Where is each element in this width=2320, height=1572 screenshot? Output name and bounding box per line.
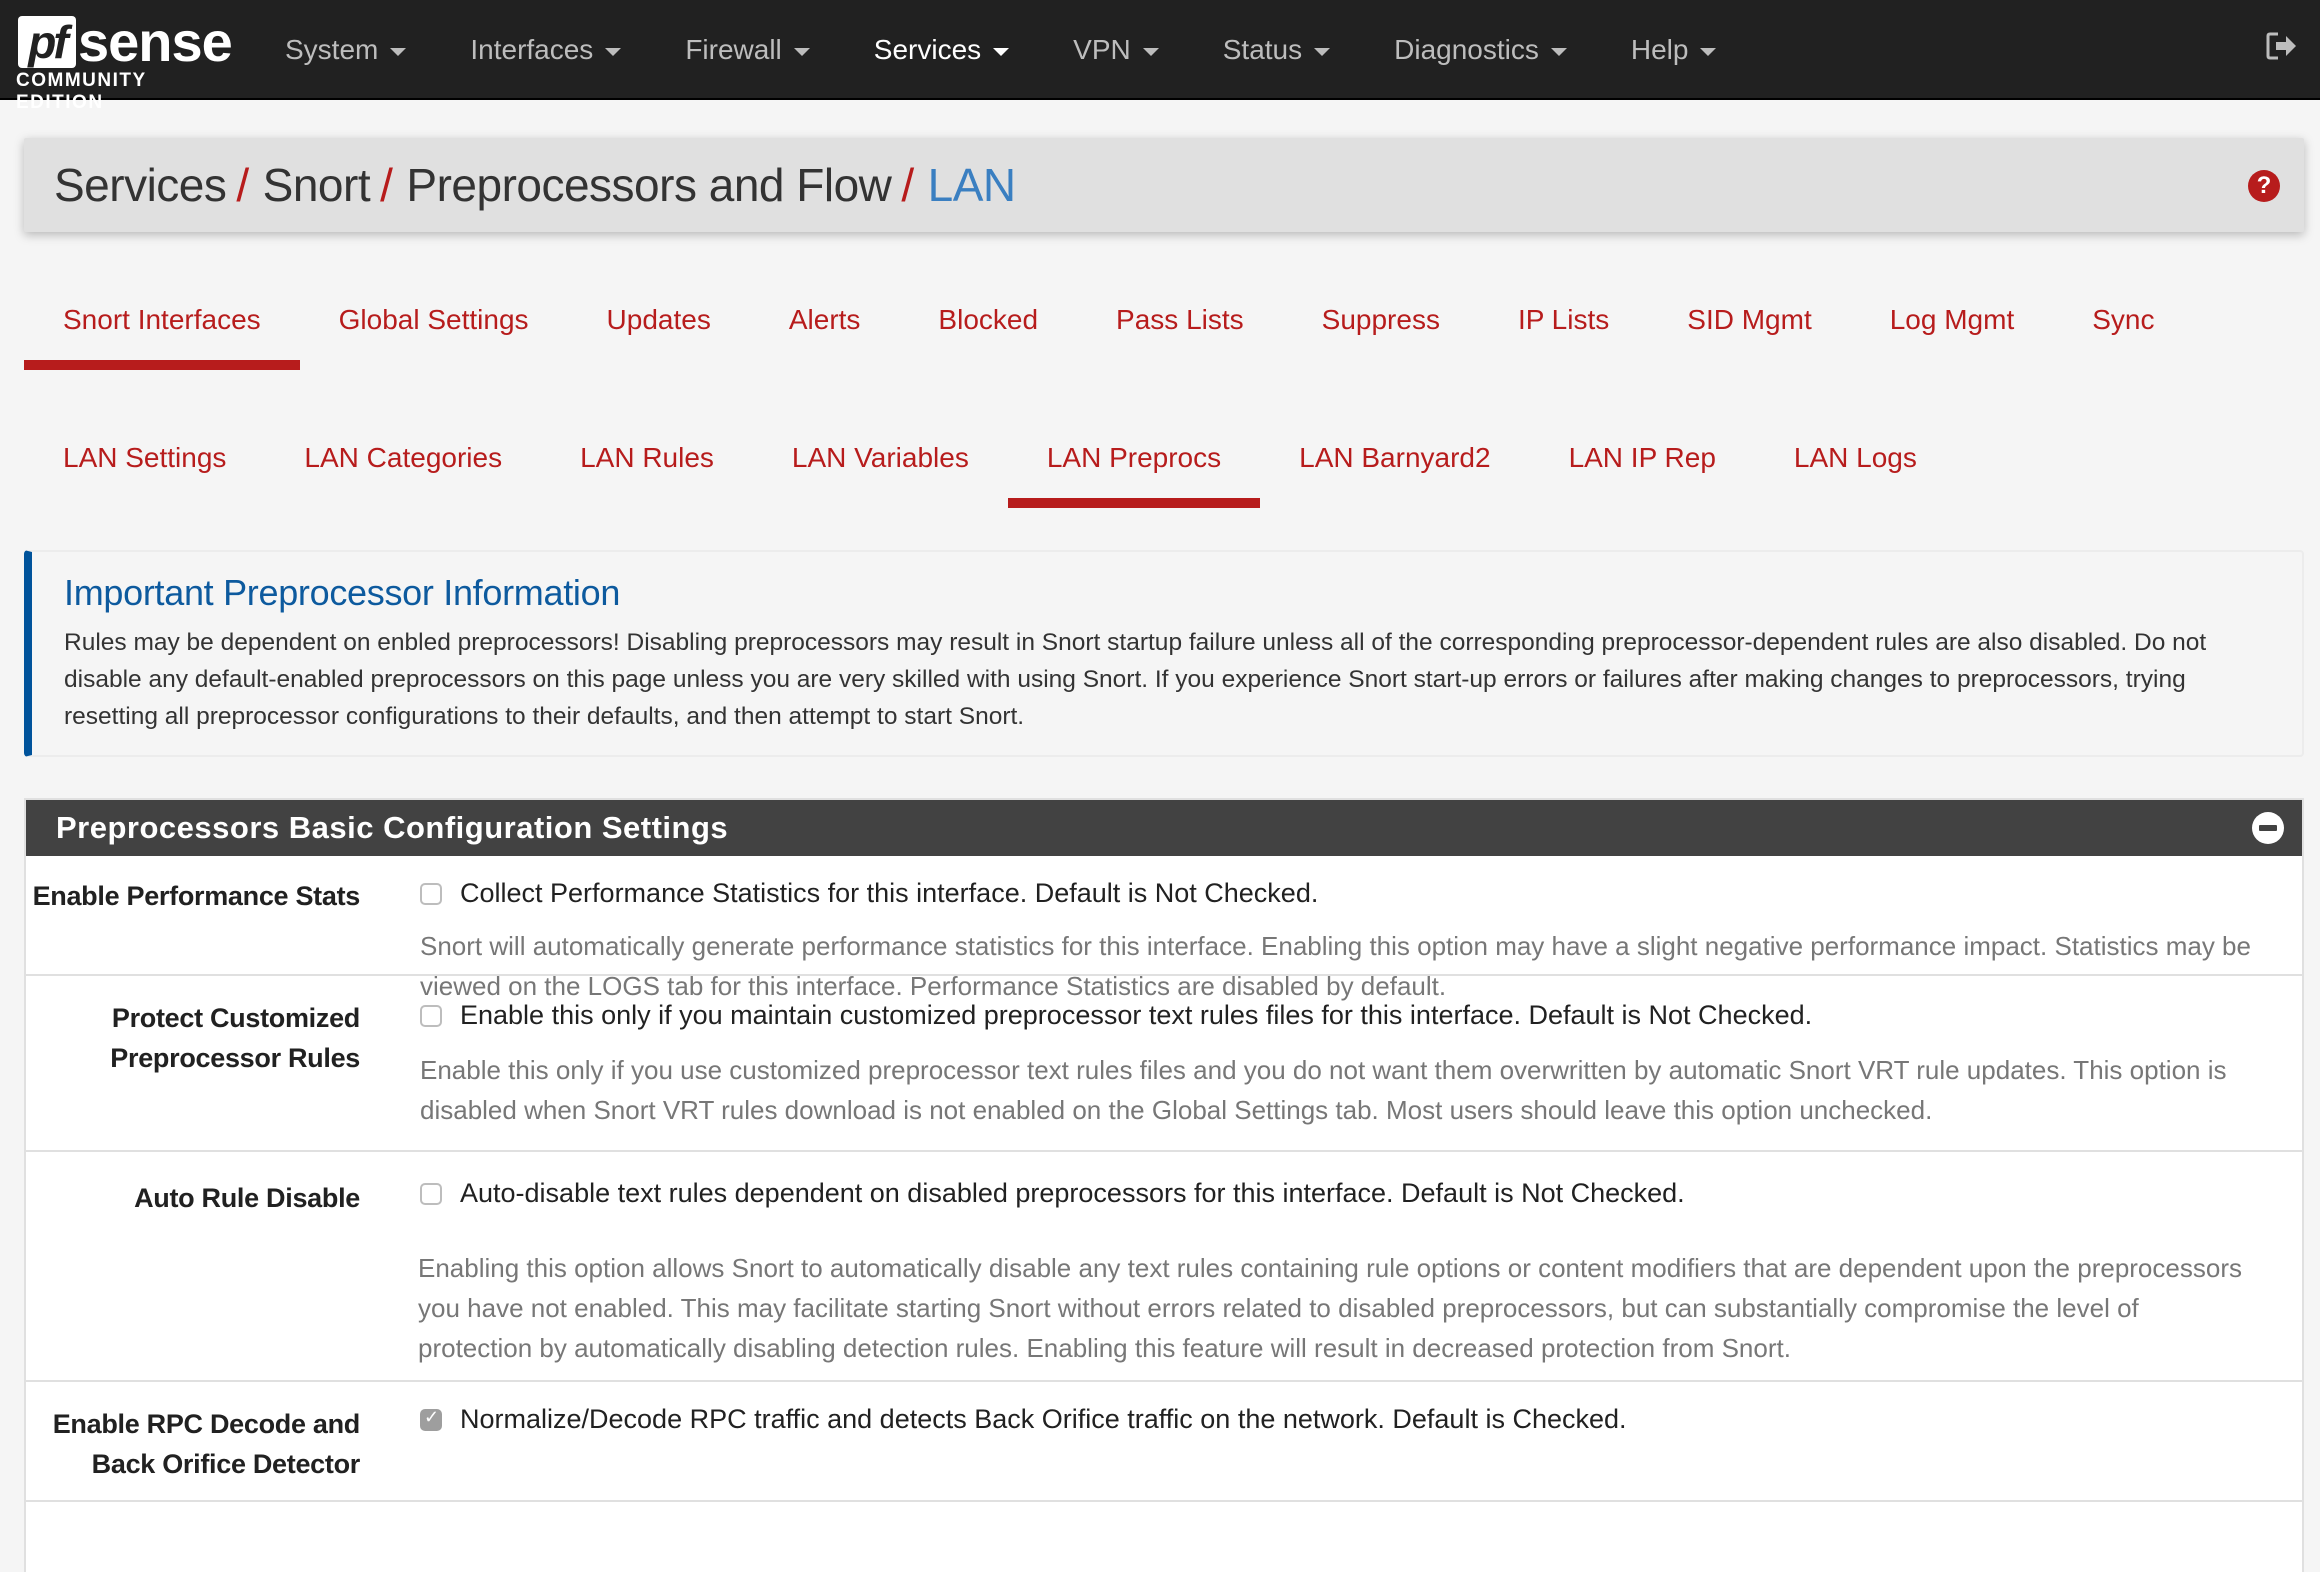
panel-header bbox=[26, 800, 2302, 856]
logo-word: sense bbox=[78, 10, 232, 73]
nav-interfaces-menu[interactable] bbox=[470, 34, 621, 66]
tab-sync[interactable]: Sync bbox=[2092, 304, 2155, 335]
tab-log-mgmt[interactable]: Log Mgmt bbox=[1889, 304, 2015, 335]
logo-mark: pf bbox=[18, 16, 76, 68]
question-circle-icon[interactable]: ? bbox=[2248, 170, 2280, 202]
tab-lan-variables[interactable]: LAN Variables bbox=[791, 442, 969, 473]
breadcrumb-panel bbox=[24, 138, 2304, 232]
tab-global-settings[interactable]: Global Settings bbox=[338, 304, 529, 335]
setting-label: Protect Customized Preprocessor Rules bbox=[110, 1003, 360, 1073]
tab-sid-mgmt[interactable]: SID Mgmt bbox=[1687, 304, 1812, 335]
breadcrumb-separator: / bbox=[236, 159, 249, 211]
setting-row-auto-rule-disable bbox=[26, 1152, 2302, 1382]
breadcrumb bbox=[54, 138, 1016, 232]
nav-label: System bbox=[285, 34, 379, 65]
breadcrumb-services[interactable]: Services bbox=[54, 159, 227, 211]
setting-option bbox=[420, 1404, 1627, 1435]
breadcrumb-preprocessors[interactable]: Preprocessors and Flow bbox=[406, 159, 892, 211]
caret-down-icon bbox=[993, 48, 1009, 56]
setting-label: Enable Performance Stats bbox=[32, 881, 360, 911]
info-title: Important Preprocessor Information bbox=[64, 572, 621, 613]
interface-tabs bbox=[24, 428, 1956, 508]
option-text: Collect Performance Statistics for this interface. Default is Not Checked. bbox=[460, 878, 1319, 908]
caret-down-icon bbox=[1314, 48, 1330, 56]
setting-help: Snort will automatically generate performance statistics for this interface. Enabling this option may have a slight negative performance impact. Statistics may be viewed on the LOGS tab for this interface. Performance Statistics are disabled by default. bbox=[420, 931, 2251, 1001]
tab-blocked[interactable]: Blocked bbox=[938, 304, 1039, 335]
tab-lan-logs[interactable]: LAN Logs bbox=[1793, 442, 1917, 473]
caret-down-icon bbox=[1551, 48, 1567, 56]
minus-circle-icon[interactable] bbox=[2252, 812, 2284, 844]
rpc-decode-checkbox[interactable] bbox=[420, 1409, 442, 1431]
tab-lan-settings[interactable]: LAN Settings bbox=[63, 442, 227, 473]
primary-tabs bbox=[24, 290, 2193, 370]
top-navbar bbox=[0, 0, 2320, 113]
nav-label: Interfaces bbox=[470, 34, 594, 65]
setting-option bbox=[420, 1000, 1812, 1031]
tab-lan-preprocs[interactable]: LAN Preprocs bbox=[1008, 428, 1260, 508]
main-menu bbox=[285, 0, 1780, 100]
nav-diagnostics-menu[interactable] bbox=[1394, 34, 1567, 66]
nav-label: Firewall bbox=[685, 34, 782, 65]
caret-down-icon bbox=[605, 48, 621, 56]
nav-help-menu[interactable] bbox=[1631, 34, 1717, 66]
option-text: Auto-disable text rules dependent on disabled preprocessors for this interface. Default is Not Checked. bbox=[460, 1178, 1685, 1208]
tab-updates[interactable]: Updates bbox=[606, 304, 711, 335]
nav-label: Services bbox=[873, 34, 982, 65]
panel-title: Preprocessors Basic Configuration Settings bbox=[56, 810, 729, 845]
caret-down-icon bbox=[794, 48, 810, 56]
setting-help: Enable this only if you use customized preprocessor text rules files and you do not want them overwritten by automatic Snort VRT rule updates. This option is disabled when Snort VRT rules download is not enabled on the Global Settings tab. Most users should leave this option unchecked. bbox=[420, 1055, 2227, 1125]
nav-status-menu[interactable] bbox=[1223, 34, 1330, 66]
nav-label: Help bbox=[1630, 34, 1689, 65]
caret-down-icon bbox=[1700, 48, 1716, 56]
nav-label: VPN bbox=[1073, 34, 1131, 65]
tab-pass-lists[interactable]: Pass Lists bbox=[1116, 304, 1244, 335]
nav-system-menu[interactable] bbox=[285, 34, 406, 66]
performance-stats-checkbox[interactable] bbox=[420, 883, 442, 905]
breadcrumb-separator: / bbox=[901, 159, 914, 211]
nav-services-menu[interactable] bbox=[874, 34, 1009, 66]
caret-down-icon bbox=[1143, 48, 1159, 56]
caret-down-icon bbox=[390, 48, 406, 56]
option-text: Normalize/Decode RPC traffic and detects Back Orifice traffic on the network. Default is Checked. bbox=[460, 1404, 1627, 1434]
protect-custom-rules-checkbox[interactable] bbox=[420, 1005, 442, 1027]
setting-option bbox=[420, 878, 1318, 909]
nav-vpn-menu[interactable] bbox=[1073, 34, 1159, 66]
setting-help: Enabling this option allows Snort to automatically disable any text rules containing rule options or content modifiers that are dependent upon the preprocessors you have not enabled. This may facilitate starting Snort without errors related to disabled preprocessors, but can substantially compromise the level of protection by automatically disabling detection rules. Enabling this feature will result in decreased protection from Snort. bbox=[418, 1253, 2242, 1363]
tab-ip-lists[interactable]: IP Lists bbox=[1517, 304, 1610, 335]
info-callout bbox=[24, 550, 2304, 757]
setting-label: Enable RPC Decode and Back Orifice Detector bbox=[52, 1409, 360, 1479]
breadcrumb-current[interactable]: LAN bbox=[927, 159, 1016, 211]
tab-lan-ip-rep[interactable]: LAN IP Rep bbox=[1568, 442, 1716, 473]
nav-firewall-menu[interactable] bbox=[685, 34, 809, 66]
tab-suppress[interactable]: Suppress bbox=[1321, 304, 1440, 335]
info-body: Rules may be dependent on enbled preprocessors! Disabling preprocessors may result in Snort startup failure unless all of the corresponding preprocessor-dependent rules are also disabled. Do not disable any default-enabled preprocessors on this page unless you are very skilled with using Snort. If you experience Snort start-up errors or failures after making changes to preprocessors, trying resetting all preprocessor configurations to their defaults, and then attempt to start Snort. bbox=[64, 629, 2207, 730]
option-text: Enable this only if you maintain customized preprocessor text rules files for this interface. Default is Not Checked. bbox=[460, 1000, 1813, 1030]
setting-option bbox=[420, 1178, 1685, 1209]
tab-snort-interfaces[interactable]: Snort Interfaces bbox=[24, 290, 300, 370]
tab-lan-barnyard2[interactable]: LAN Barnyard2 bbox=[1299, 442, 1491, 473]
breadcrumb-snort[interactable]: Snort bbox=[262, 159, 371, 211]
pfsense-logo[interactable] bbox=[14, 10, 234, 113]
logo-edition: COMMUNITY EDITION bbox=[16, 70, 147, 113]
tab-alerts[interactable]: Alerts bbox=[788, 304, 861, 335]
sign-out-icon[interactable] bbox=[2264, 28, 2300, 64]
setting-row-performance-stats bbox=[26, 856, 2302, 1001]
nav-label: Diagnostics bbox=[1394, 34, 1539, 65]
auto-rule-disable-checkbox[interactable] bbox=[420, 1183, 442, 1205]
tab-lan-rules[interactable]: LAN Rules bbox=[580, 442, 714, 473]
setting-row-rpc-decode bbox=[26, 1382, 2302, 1502]
setting-label: Auto Rule Disable bbox=[134, 1183, 360, 1213]
preprocessors-basic-panel bbox=[24, 798, 2304, 1572]
tab-lan-categories[interactable]: LAN Categories bbox=[304, 442, 503, 473]
breadcrumb-separator: / bbox=[380, 159, 393, 211]
setting-row-protect-custom-rules bbox=[26, 976, 2302, 1152]
nav-label: Status bbox=[1222, 34, 1303, 65]
